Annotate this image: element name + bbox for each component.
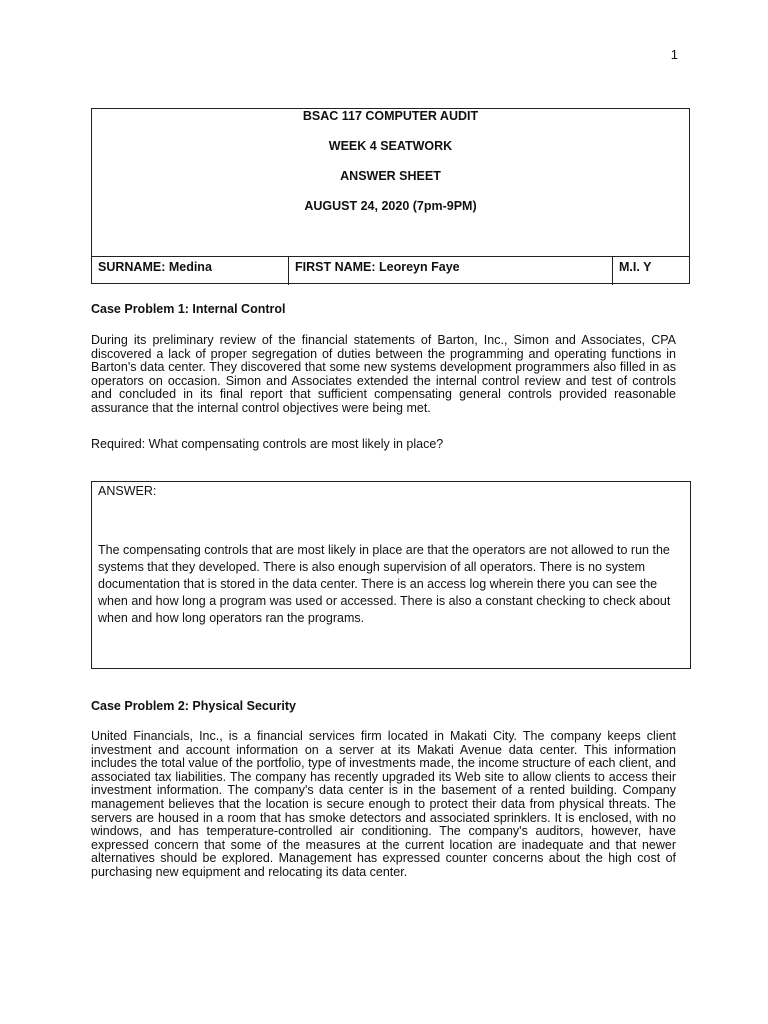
answer-box [91, 481, 691, 669]
first-name-cell: FIRST NAME: Leoreyn Faye [289, 257, 613, 285]
middle-initial-cell: M.I. Y [619, 260, 652, 274]
case1-body: During its preliminary review of the financial statements of Barton, Inc., Simon and Associates, CPA discovered a lack of proper segregation of duties between the programming and operating functions in Barton's data center. They discovered that some new systems development programmers also filled in as operators on occasion. Simon and Associates extended the internal control review and test of controls and concluded in its final report that sufficient compensating general controls provided reasonable assurance that the internal control objectives were being met. [91, 333, 676, 415]
answer-label: ANSWER: [98, 484, 157, 498]
case2-title: Case Problem 2: Physical Security [91, 699, 296, 713]
answer-text: The compensating controls that are most likely in place are that the operators are not allowed to run the systems that they developed. There is also enough supervision of all operators. There is no system documentation that is stored in the data center. There is an access log wherein there you can see the when and how long a program was used or accessed. There is also a constant checking to check about when and how long operators ran the programs. [98, 543, 671, 625]
course-title: BSAC 117 COMPUTER AUDIT [302, 109, 479, 123]
page-number: 1 [670, 47, 678, 62]
header-box [91, 108, 690, 284]
case2-body: United Financials, Inc., is a financial services firm located in Makati City. The company keeps client investment and account information on a server at its Makati Avenue data center. This information includes the total value of the portfolio, type of investments made, the income structure of each client, and associated tax liabilities. The company has recently upgraded its Web site to allow clients to access their investment information. The company's data center is in the basement of a rented building. Company management believes that the location is secure enough to protect their data from physical threats. The servers are housed in a room that has smoke detectors and associated sprinklers. It is enclosed, with no windows, and has temperature-controlled air conditioning. The company's auditors, however, have expressed concern that some of the measures at the current location are inadequate and that newer alternatives should be explored. Management has expressed counter concerns about the high cost of purchasing new equipment and relocating its data center. [91, 729, 676, 879]
seatwork-title: WEEK 4 SEATWORK [328, 139, 453, 153]
student-name-row [92, 256, 689, 285]
case1-required: Required: What compensating controls are most likely in place? [91, 437, 444, 451]
case1-title: Case Problem 1: Internal Control [91, 302, 286, 316]
surname-cell: SURNAME: Medina [92, 257, 289, 285]
answer-sheet-title: ANSWER SHEET [340, 169, 441, 183]
date-line: AUGUST 24, 2020 (7pm-9PM) [304, 199, 477, 213]
